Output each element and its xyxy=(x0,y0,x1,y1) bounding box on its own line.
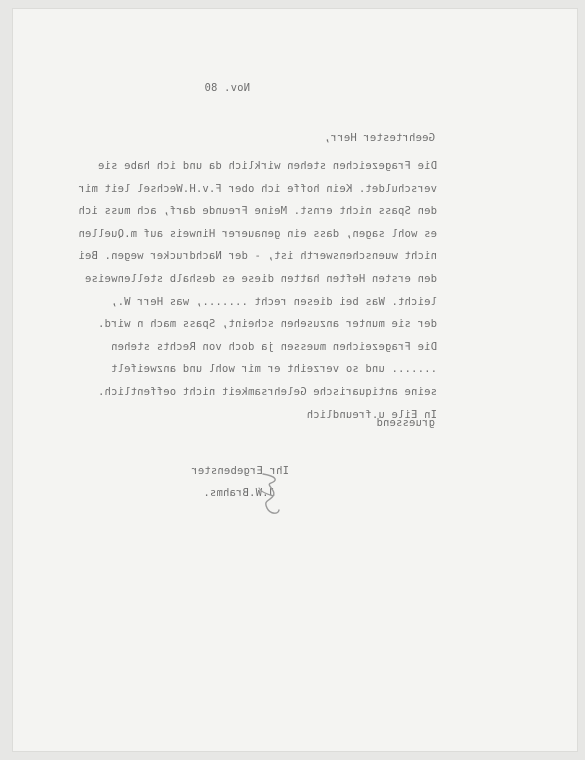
letter-line: Die Fragezeichen stehen wirklich da und ich habe sie xyxy=(97,160,437,172)
letter-line: der sie munter anzusehen scheint, Spass mach n wird. xyxy=(97,318,437,331)
letter-salutation: Geehrtester Herr, xyxy=(324,132,435,144)
handwritten-signature-icon xyxy=(253,470,285,520)
letter-body xyxy=(78,155,437,426)
signer-name: J.W.Brahms. xyxy=(203,487,275,499)
letter-closing: gruessend xyxy=(376,417,435,429)
letter-line: leicht. Was bei diesen recht ......., was Herr W., xyxy=(110,295,437,308)
letter-date: Nov. 80 xyxy=(204,82,250,94)
letter-line: verschuldet. Kein hoffe ich ober F.v.H.Wechsel leit mir xyxy=(78,182,437,195)
letter-line: ....... und so verzeiht er mir wohl und anzweifelt xyxy=(110,363,437,376)
letter-line: es wohl sagen, dass ein genauerer Hinweis auf m.Quellen xyxy=(78,227,437,240)
letter-line: den ersten Heften hatten diese es deshalb stellenweise xyxy=(84,272,437,285)
letter-line: In Eile u.freundlich xyxy=(306,408,437,421)
letter-line: den Spass nicht ernst. Meine Freunde darf, ach muss ich xyxy=(78,205,437,218)
sign-off-line: Ihr Ergebenster xyxy=(191,465,289,477)
letter-line: Die Fragezeichen muessen ja doch von Rechts stehen xyxy=(110,340,437,353)
letter-line: seine antiquarische Gelehrsamkeit nicht oeffentlich. xyxy=(97,385,437,398)
letter-line: nicht wuenschenswerth ist, - der Nachdrucker wegen. Bei xyxy=(78,250,437,263)
